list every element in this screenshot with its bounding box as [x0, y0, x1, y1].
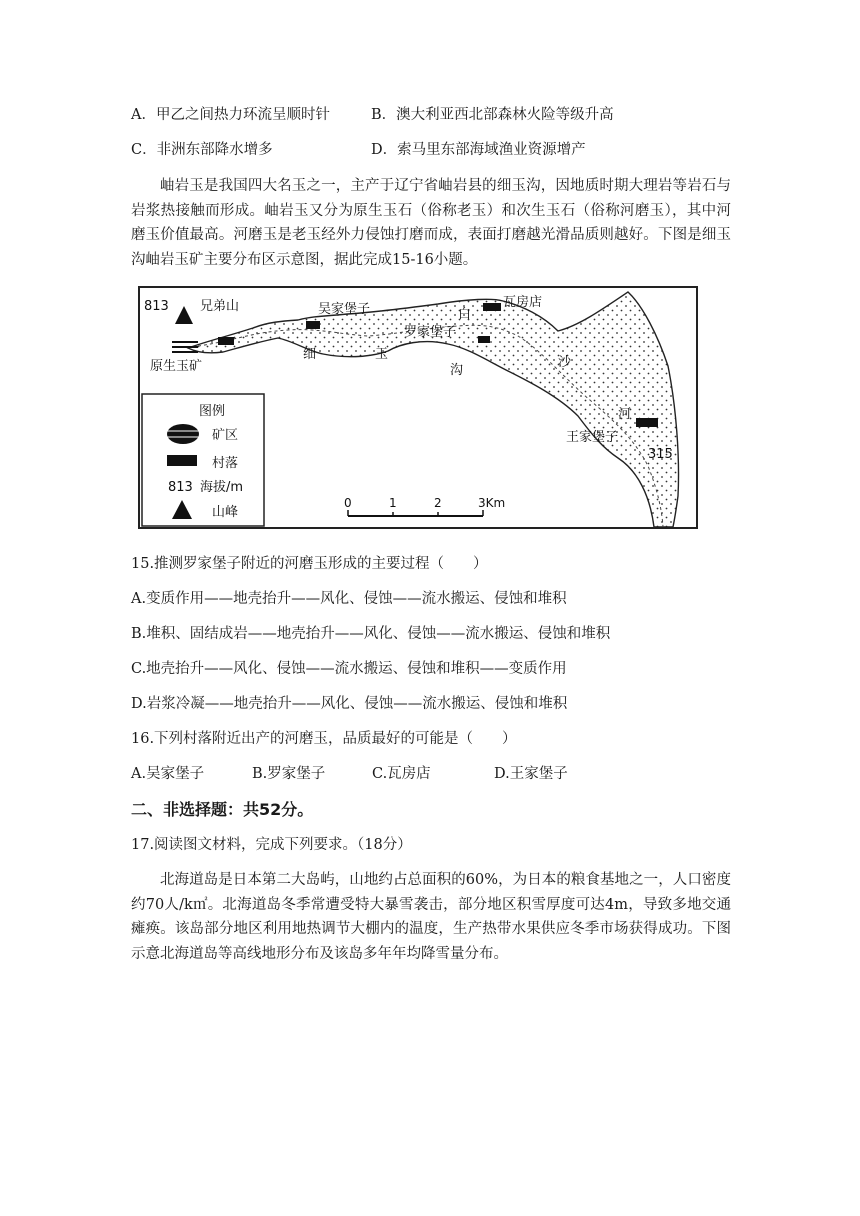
option-prev-d: D．索马里东部海域渔业资源增产: [371, 142, 586, 158]
option-prev-c: C．非洲东部降水增多: [131, 142, 273, 158]
wu-label: 吴家堡子: [318, 302, 371, 317]
elev-813-label: 813: [144, 299, 169, 314]
q15-option-b: B.堆积、固结成岩——地壳抬升——风化、侵蚀——流水搬运、侵蚀和堆积: [131, 626, 611, 642]
scale-2: 2: [434, 496, 442, 510]
wang-label: 王家堡子: [566, 430, 619, 445]
q16-option-b: B.罗家堡子: [252, 766, 326, 782]
wa-label: 瓦房店: [503, 295, 543, 310]
scale-0: 0: [344, 496, 352, 510]
q15-option-d: D.岩浆冷凝——地壳抬升——风化、侵蚀——流水搬运、侵蚀和堆积: [131, 696, 568, 712]
village-icon-west: [218, 337, 234, 345]
legend-title: 图例: [199, 404, 226, 419]
q15-option-a: A.变质作用——地壳抬升——风化、侵蚀——流水搬运、侵蚀和堆积: [131, 591, 567, 607]
legend-mine-icon: [167, 424, 199, 444]
gou-label: 沟: [450, 363, 464, 378]
option-prev-a: A．甲乙之间热力环流呈顺时针: [131, 107, 330, 123]
option-prev-b: B．澳大利亚西北部森林火险等级升高: [371, 107, 614, 123]
village-icon-wang: [636, 418, 658, 427]
scale-3: 3Km: [478, 496, 506, 510]
q16-option-d: D.王家堡子: [494, 766, 568, 782]
q15-option-c: C.地壳抬升——风化、侵蚀——流水搬运、侵蚀和堆积——变质作用: [131, 661, 567, 677]
village-icon-wa: [483, 303, 501, 311]
section-heading: 二、非选择题：共52分。: [131, 800, 314, 819]
xi-label: 细: [303, 347, 317, 362]
bai-label: 白: [458, 307, 472, 322]
he-label: 河: [618, 407, 632, 422]
legend-peak: 山峰: [212, 505, 239, 520]
mine-label: 原生玉矿: [150, 359, 203, 374]
passage-jade: 岫岩玉是我国四大名玉之一，主产于辽宁省岫岩县的细玉沟，因地质时期大理岩等岩石与岩浆热接触而形成。岫岩玉又分为原生玉石（俗称老玉）和次生玉石（俗称河磨玉），其中河磨玉价值最高。河磨玉是老玉经外力侵蚀打磨而成，表面打磨越光滑品质则越好。下图是细玉沟岫岩玉矿主要分布区示意图，据此完成15-16小题。: [131, 178, 731, 268]
scale-1: 1: [389, 496, 397, 510]
yu-label: 玉: [375, 347, 389, 362]
q16-option-c: C.瓦房店: [372, 766, 431, 782]
q16-option-a: A.吴家堡子: [131, 766, 205, 782]
q17-stem: 17.阅读图文材料，完成下列要求。（18分）: [131, 837, 412, 853]
luo-label: 罗家堡子: [404, 325, 457, 340]
legend-elev: 海拔/m: [200, 480, 244, 495]
q17-passage: 北海道岛是日本第二大岛屿，山地约占总面积的60%，为日本的粮食基地之一，人口密度约70人/k㎡。北海道岛冬季常遭受特大暴雪袭击，部分地区积雪厚度可达4m，导致多地交通瘫痪。该岛部分地区利用地热调节大棚内的温度，生产热带水果供应冬季市场获得成功。下图示意北海道岛等高线地形分布及该岛多年年均降雪量分布。: [131, 872, 731, 962]
village-icon-wu: [306, 321, 320, 329]
legend-mine: 矿区: [212, 428, 239, 443]
legend-village: 村落: [212, 456, 239, 471]
sha-label: 沙: [558, 355, 572, 370]
elev-315-label: 315: [648, 447, 673, 462]
legend-village-icon: [167, 455, 197, 466]
legend-elev-number: 813: [168, 480, 193, 495]
q15-stem: 15.推测罗家堡子附近的河磨玉形成的主要过程（ ）: [131, 556, 488, 572]
q16-stem: 16.下列村落附近出产的河磨玉，品质最好的可能是（ ）: [131, 731, 517, 747]
mountain-label: 兄弟山: [200, 299, 240, 314]
jade-map: [138, 286, 698, 529]
village-icon-luo: [478, 336, 490, 343]
